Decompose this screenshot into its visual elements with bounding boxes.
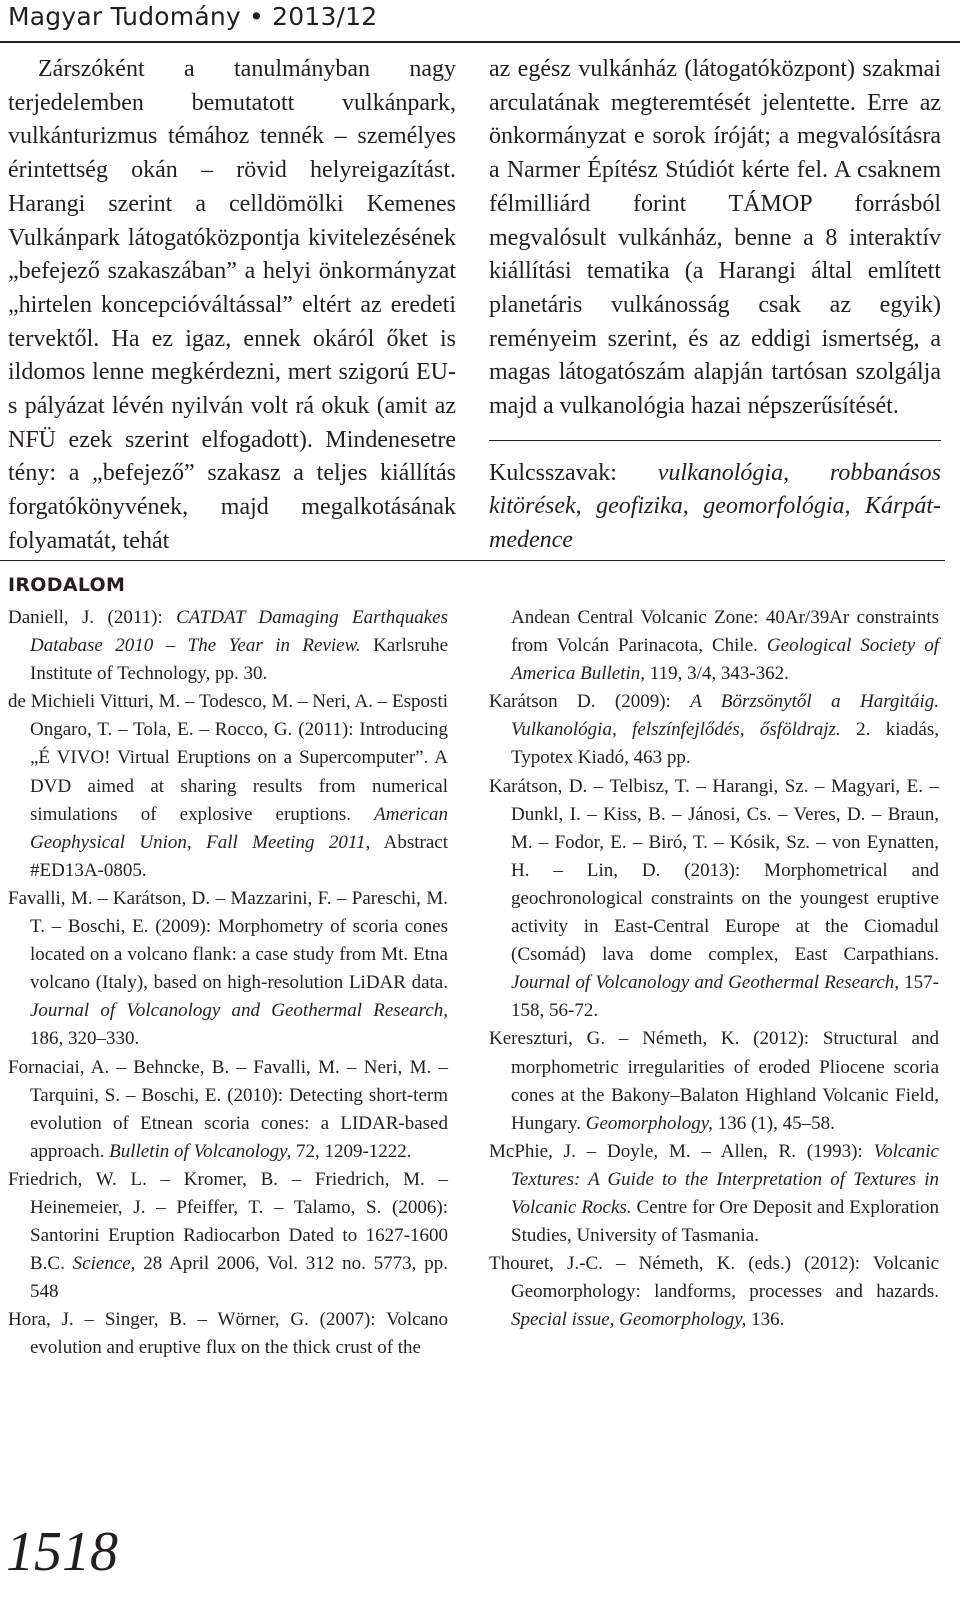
reference-text: Fornaciai, A. – Behncke, B. – Favalli, M. – Neri, M. – Tarquini, S. – Boschi, E. (2010): Detecting short-term evolution of Etnean scoria cones: a LIDAR-based approach. (8, 1056, 448, 1162)
reference-text: Daniell, J. (2011): (8, 607, 177, 628)
running-header: Magyar Tudomány • 2013/12 (8, 2, 378, 31)
reference-details: 2. kiadás, Typotex Kiadó, 463 pp. (511, 719, 939, 769)
reference-details: Centre for Ore Deposit and Exploration Studies, University of Tasmania. (511, 1196, 939, 1247)
reference-item (8, 885, 448, 1054)
reference-details: 72, 1209-1222. (291, 1140, 412, 1162)
reference-details: Karlsruhe Institute of Technology, pp. 30. (30, 635, 449, 685)
reference-continuation (489, 604, 939, 688)
reference-source: Bulletin of Volcanology, (109, 1140, 292, 1162)
references-column-left (8, 604, 448, 1363)
reference-item (489, 1250, 939, 1334)
reference-text: Kereszturi, G. – Németh, K. (2012): Structural and morphometric irregularities of eroded Pliocene scoria cones at the Bakony–Balaton Highland Volcanic Field, Hungary. (489, 1028, 939, 1134)
body-paragraph-right: az egész vulkánház (látogatóközpont) szakmai arculatának megteremtését jelentette. Erre az önkormányzat e sorok íróját; a megvalósításra a Narmer Építész Stúdiót kérte fel. A csaknem félmilliárd forint TÁMOP forrásból megvalósult vulkánház, benne a 8 interaktív kiállítási tematika (a Harangi által említett planetáris vulkánosság csak az egyik) reményeim szerint, és az eddigi ismertség, a magas látogatószám alapján tartósan szolgálja majd a vulkanológia hazai népszerűsítését. (489, 56, 941, 420)
keywords-rule (489, 440, 941, 441)
reference-text: McPhie, J. – Doyle, M. – Allen, R. (1993): (489, 1140, 874, 1162)
header-rule (0, 41, 960, 43)
reference-details: 119, 3/4, 343-362. (645, 663, 789, 685)
reference-item (489, 688, 939, 772)
reference-source: A Börzsönytől a Hargitáig. Vulkanológia, felszínfejlődés, ősföldrajz. (511, 691, 939, 741)
reference-text: de Michieli Vitturi, M. – Todesco, M. – Neri, A. – Esposti Ongaro, T. – Tola, E. – Rocco, G. (2011): Introducing „É VIVO! Virtual Eruptions on a Supercomputer”. A DVD aimed at sharing results from numerical simulations of explosive eruptions. (8, 691, 448, 825)
references-title: IRODALOM (8, 574, 126, 596)
reference-details: Abstract #ED13A-0805. (30, 831, 448, 881)
reference-details: 136 (1), 45–58. (712, 1112, 835, 1134)
reference-details: 136. (746, 1309, 785, 1331)
reference-source: CATDAT Damaging Earthquakes Database 2010 – The Year in Review. (30, 607, 449, 657)
section-rule (0, 560, 945, 561)
reference-source: Geological Society of America Bulletin, (511, 635, 940, 685)
page-number: 1518 (6, 1521, 118, 1583)
reference-text: Hora, J. – Singer, B. – Wörner, G. (2007): Volcano evolution and eruptive flux on the thick crust of the (8, 1309, 448, 1359)
reference-item (8, 688, 448, 885)
reference-text: Thouret, J.-C. – Németh, K. (eds.) (2012): Volcanic Geomorphology: landforms, processes and hazards. (489, 1253, 939, 1303)
body-column-left (8, 53, 456, 559)
reference-source: Geomorphology, (585, 1112, 713, 1134)
reference-item (8, 604, 448, 688)
reference-text: Favalli, M. – Karátson, D. – Mazzarini, F. – Pareschi, M. T. – Boschi, E. (2009): Morphometry of scoria cones located on a volcano flank: a case study from Mt. Etna volcano (Italy), based on high-resolution LiDAR data. (8, 887, 448, 994)
keywords-label: Kulcsszavak: (489, 459, 617, 486)
reference-source: Special issue, Geomorphology, (511, 1309, 747, 1331)
references-column-right (489, 604, 939, 1334)
reference-details: 186, 320–330. (30, 1028, 140, 1050)
reference-source: American Geophysical Union, Fall Meeting 2011, (30, 803, 448, 853)
reference-item (489, 773, 939, 1026)
reference-text: Karátson, D. – Telbisz, T. – Harangi, Sz. – Magyari, E. – Dunkl, I. – Kiss, B. – Jánosi, Cs. – Veres, D. – Braun, M. – Fodor, E. – Biró, T. – Kósik, Sz. – von Eynatten, H. – Lin, D. (2013): Morphometrical and geochronological constraints on the youngest eruptive activity in East-Central Europe at the Ciomadul (Csomád) lava dome complex, East Carpathians. (489, 775, 939, 966)
keywords-line (489, 457, 941, 558)
reference-details: 28 April 2006, Vol. 312 no. 5773, pp. 548 (30, 1253, 448, 1303)
reference-text: Andean Central Volcanic Zone: 40Ar/39Ar constraints from Volcán Parinacota, Chile. (511, 607, 939, 657)
reference-item (489, 1025, 939, 1137)
keywords-list: vulkanológia, robbanásos kitörések, geofizika, geomorfológia, Kárpát-medence (489, 459, 941, 554)
reference-details: 157-158, 56-72. (511, 972, 940, 1022)
body-paragraph-left: Zárszóként a tanulmányban nagy terjedelemben bemutatott vulkánpark, vulkánturizmus témához tennék – személyes érintettség okán – rövid helyreigazítást. Harangi szerint a celldömölki Kemenes Vulkánpark látogatóközpontja kivitelezésének „befejező szakaszában” a helyi önkormányzat „hirtelen koncepcióváltással” eltért az eredeti tervektől. Ha ez igaz, ennek okáról őket is ildomos lenne megkérdezni, mert szigorú EU-s pályázat lévén nyilván volt rá okuk (amit az NFÜ ezek szerint elfogadott). Mindenesetre tény: a „befejező” szakasz a teljes kiállítás forgatókönyvének, majd megalkotásának folyamatát, tehát (8, 56, 456, 554)
reference-source: Journal of Volcanology and Geothermal Research, (511, 972, 899, 994)
reference-text: Karátson D. (2009): (489, 691, 691, 713)
reference-source: Journal of Volcanology and Geothermal Research, (30, 1000, 448, 1022)
reference-item (8, 1054, 448, 1166)
reference-item (8, 1306, 448, 1362)
reference-item (489, 1138, 939, 1250)
reference-text: Friedrich, W. L. – Kromer, B. – Friedrich, M. – Heinemeier, J. – Pfeiffer, T. – Talamo, S. (2006): Santorini Eruption Radiocarbon Dated to 1627-1600 B.C. (8, 1168, 448, 1275)
body-column-right (489, 53, 941, 558)
reference-source: Volcanic Textures: A Guide to the Interpretation of Textures in Volcanic Rocks. (511, 1140, 939, 1218)
reference-item (8, 1166, 448, 1306)
reference-source: Science, (72, 1253, 136, 1275)
